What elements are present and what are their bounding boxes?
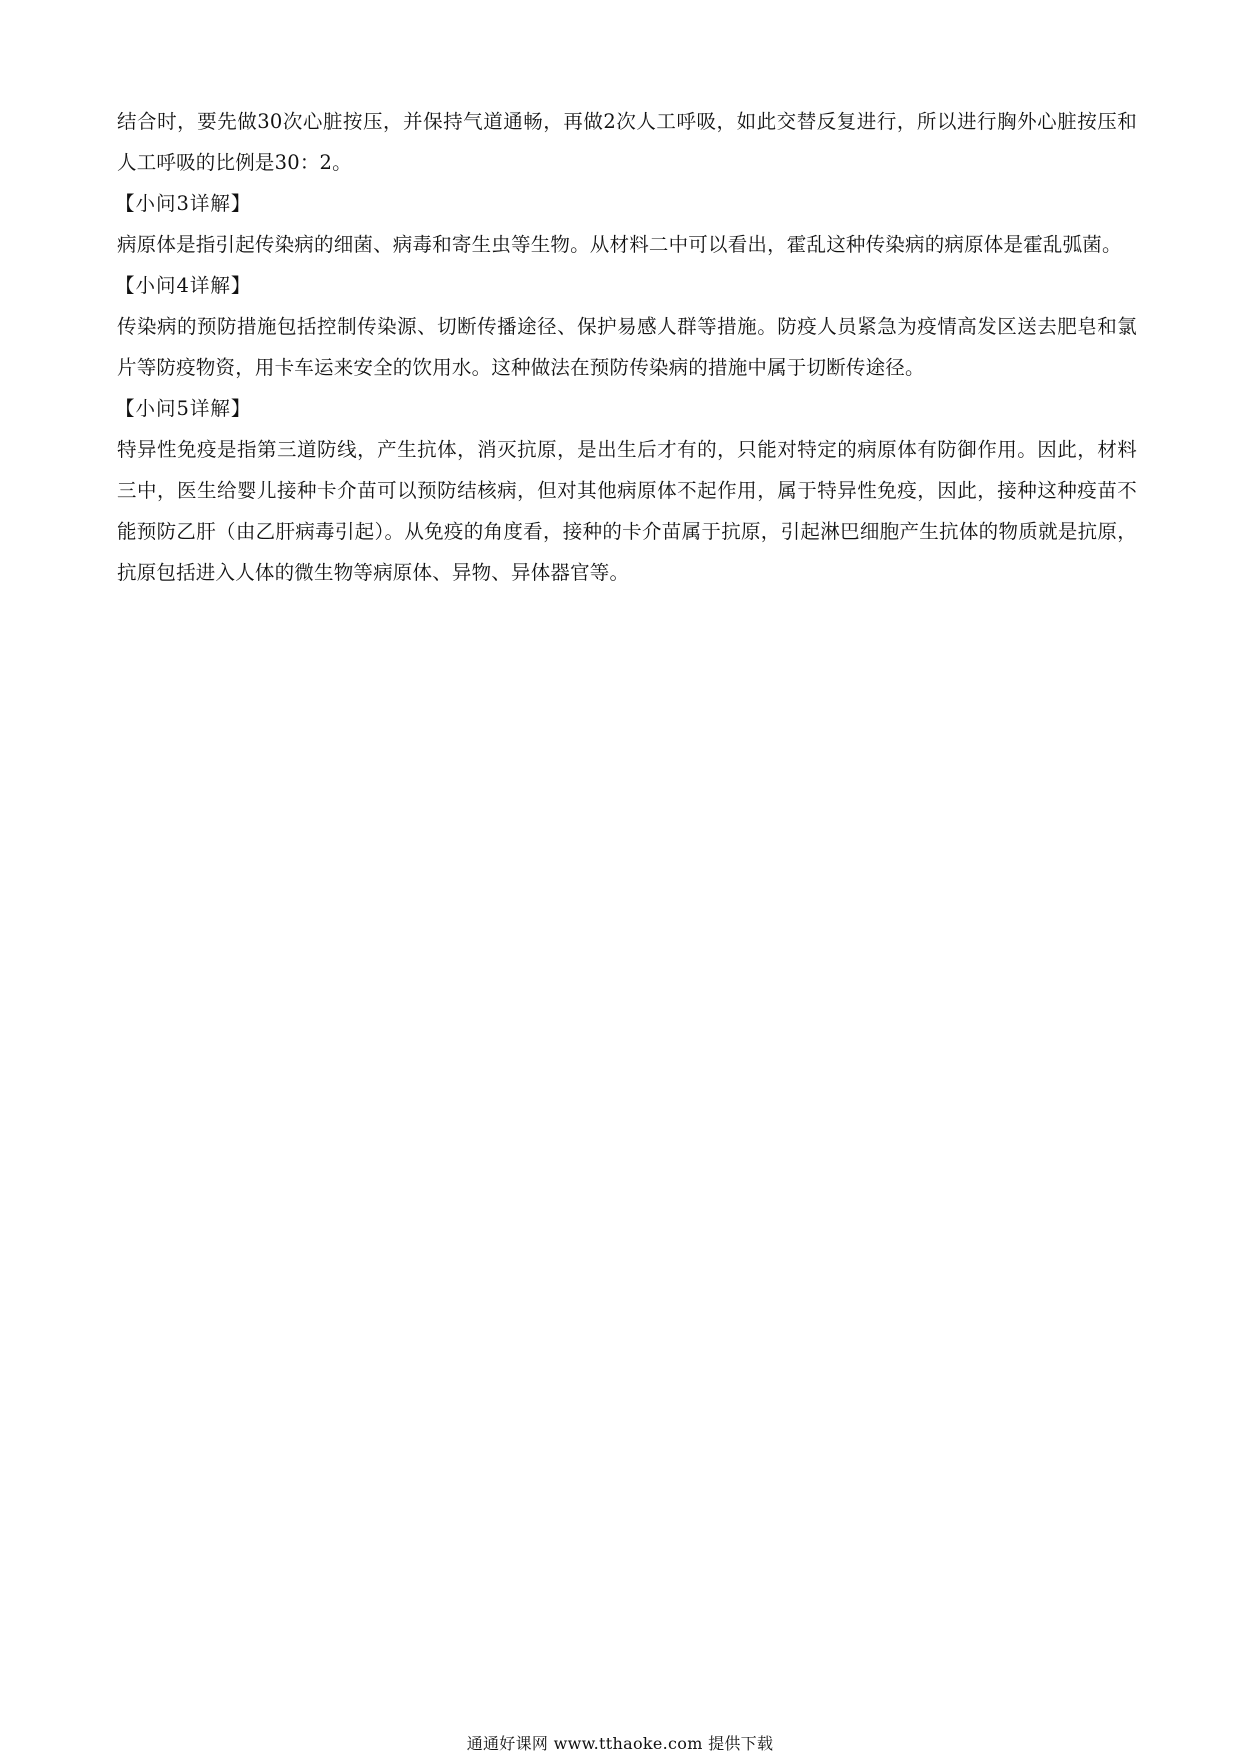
document-body xyxy=(117,101,1137,593)
answer-paragraph-prevention: 传染病的预防措施包括控制传染源、切断传播途径、保护易感人群等措施。防疫人员紧急为疫情高发区送去肥皂和氯片等防疫物资，用卡车运来安全的饮用水。这种做法在预防传染病的措施中属于切断传途径。 xyxy=(117,315,1137,379)
answer-paragraph-cpr: 结合时，要先做30次心脏按压，并保持气道通畅，再做2次人工呼吸，如此交替反复进行，所以进行胸外心脏按压和人工呼吸的比例是30：2。 xyxy=(117,110,1137,174)
answer-paragraph-immunity: 特异性免疫是指第三道防线，产生抗体，消灭抗原，是出生后才有的，只能对特定的病原体有防御作用。因此，材料三中，医生给婴儿接种卡介苗可以预防结核病，但对其他病原体不起作用，属于特异性免疫，因此，接种这种疫苗不能预防乙肝（由乙肝病毒引起）。从免疫的角度看，接种的卡介苗属于抗原，引起淋巴细胞产生抗体的物质就是抗原，抗原包括进入人体的微生物等病原体、异物、异体器官等。 xyxy=(117,438,1137,584)
section-heading-q5: 【小问5详解】 xyxy=(115,397,252,420)
answer-paragraph-pathogen: 病原体是指引起传染病的细菌、病毒和寄生虫等生物。从材料二中可以看出，霍乱这种传染病的病原体是霍乱弧菌。 xyxy=(117,233,1122,256)
section-heading-q3: 【小问3详解】 xyxy=(115,192,252,215)
page-footer: 通通好课网 www.tthaoke.com 提供下载 xyxy=(466,1734,774,1753)
section-heading-q4: 【小问4详解】 xyxy=(115,274,252,297)
